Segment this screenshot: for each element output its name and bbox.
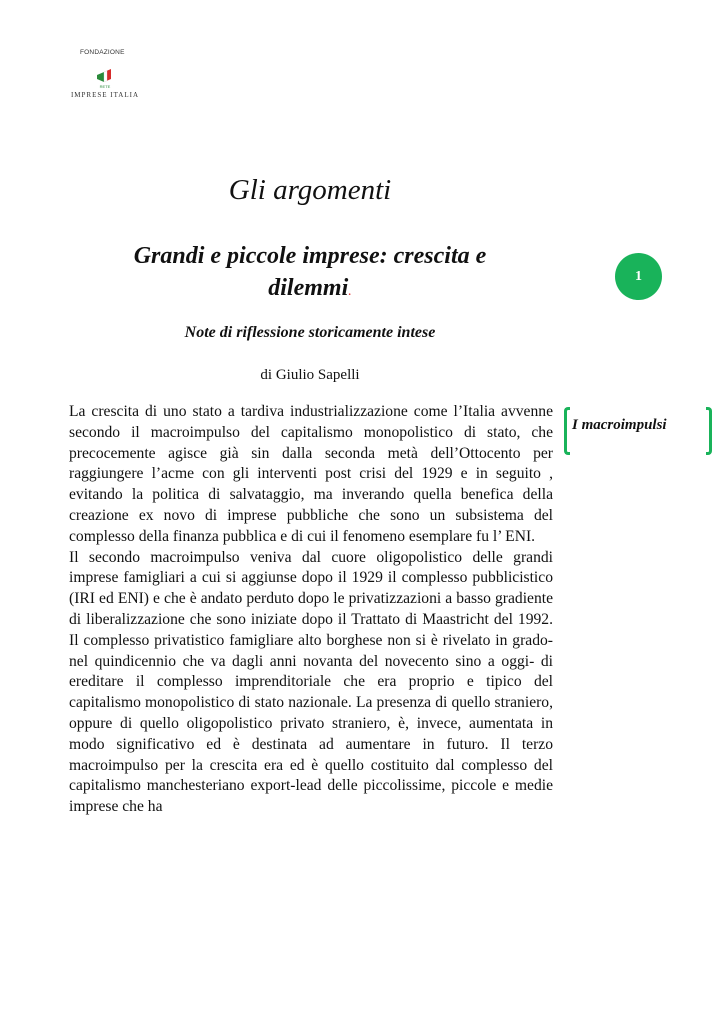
rete-imprese-italia-logo-icon <box>94 66 114 86</box>
logo-rete-text: RETE <box>99 84 111 89</box>
body-text <box>69 402 553 818</box>
paragraph: Il secondo macroimpulso veniva dal cuore oligopolistico delle grandi imprese famigliari a cui si aggiunse dopo il 1929 il complesso pubblicistico (IRI ed ENI) e che è andato perduto dopo le privatizzazioni a basso gradiente di liberalizzazione che sono iniziate dopo il Trattato di Maastricht del 1992. Il complesso privatistico famigliare alto borghese non si è rivelato in grado- nel quindicennio che va dagli anni novanta del novecento sino a oggi- di ereditare il complesso imprenditoriale che era proprio e tipico del capitalismo monopolistico di stato nazionale. La presenza di quello straniero, oppure di quello oligopolistico privato straniero, è, invece, aumentata in modo significativo ed è destinata ad aumentare in futuro. Il terzo macroimpulso per la crescita era ed è quello costituito dal complesso del capitalismo manchesteriano export-lead delle piccolissime, piccole e medie imprese che ha <box>69 548 553 816</box>
left-bracket-icon <box>564 407 570 455</box>
margin-note-label: I macroimpulsi <box>572 417 667 433</box>
right-bracket-icon <box>706 407 712 455</box>
document-subtitle <box>90 240 530 308</box>
foundation-label: FONDAZIONE <box>80 49 125 56</box>
foundation-logo <box>70 46 140 106</box>
logo-imprese-text: IMPRESE ITALIA <box>70 91 140 99</box>
subtitle-mark: . <box>348 284 352 299</box>
paragraph: La crescita di uno stato a tardiva industrializzazione come l’Italia avvenne secondo il macroimpulso del capitalismo monopolistico di stato, che precocemente agisce già sin dalla seconda metà dell’Ottocento per raggiungere l’acme con gli interventi post crisi del 1929 e in seguito , evitando la politica di salvataggio, ma inverando quella benefica della creazione ex novo di imprese pubbliche che sono un subsistema del complesso della finanza pubblica e di cui il fenomeno esemplare fu l’ ENI. <box>69 403 553 545</box>
document-note: Note di riflessione storicamente intese <box>184 324 436 341</box>
page-title: Gli argomenti <box>228 174 392 206</box>
page-number-badge: 1 <box>615 253 662 300</box>
subtitle-text: Grandi e piccole imprese: crescita e dilemmi <box>133 243 487 301</box>
margin-note <box>562 407 712 455</box>
author-line: di Giulio Sapelli <box>260 367 360 383</box>
